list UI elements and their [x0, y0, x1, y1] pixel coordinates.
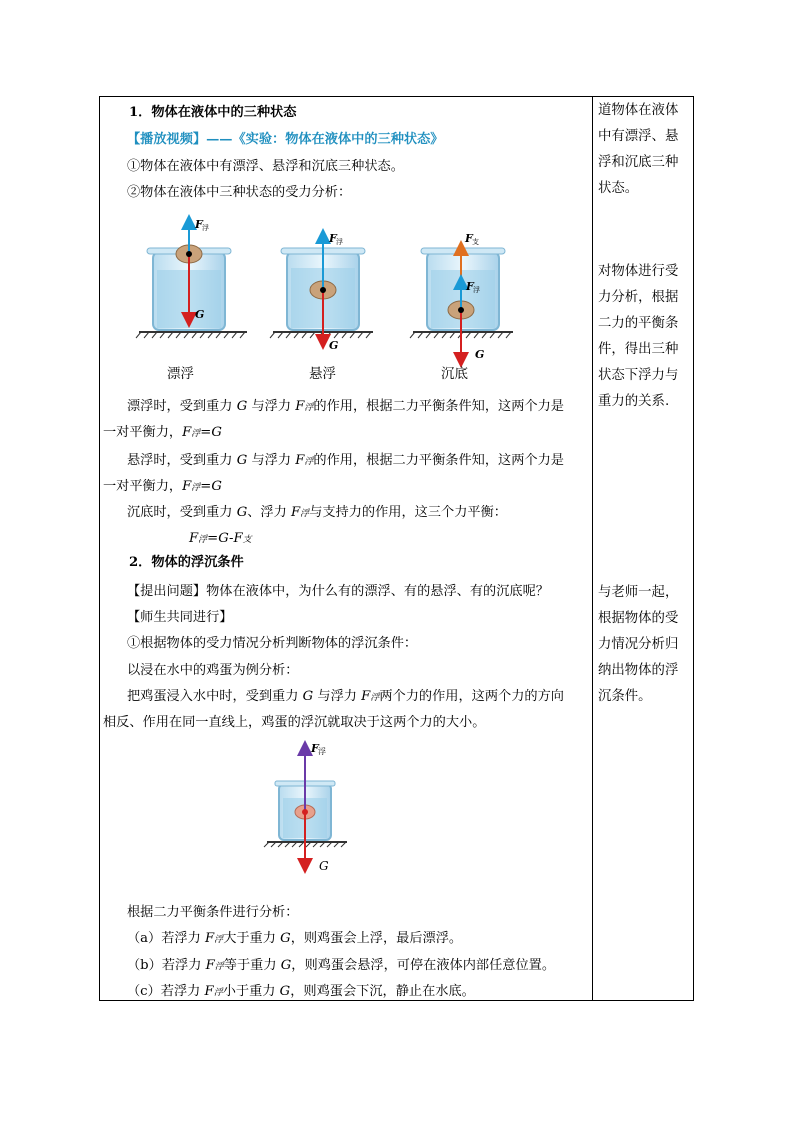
column-divider	[592, 96, 593, 1001]
egg-label-f: F	[311, 742, 319, 755]
side-note-1-line-1: 道物体在液体	[598, 103, 679, 118]
label-f-float-1: F	[195, 218, 203, 231]
caption-suspended: 悬浮	[309, 366, 336, 382]
paragraph-suspended-2: 一对平衡力，F浮=G	[103, 479, 222, 494]
label-sub-support: 支	[472, 238, 479, 246]
side-note-1-line-4: 状态。	[598, 181, 639, 196]
side-note-3-line-3: 力情况分析归	[598, 637, 679, 652]
side-note-2-line-2: 力分析，根据	[598, 290, 679, 305]
side-note-1-line-3: 浮和沉底三种	[598, 155, 679, 170]
paragraph-sinking: 沉底时，受到重力 G、浮力 F浮与支持力的作用，这三个力平衡：	[127, 505, 507, 520]
side-note-3-line-1: 与老师一起，	[598, 585, 679, 600]
beaker-suspended	[270, 232, 373, 352]
label-f-float-2: F	[329, 232, 337, 245]
main-column	[103, 96, 589, 1001]
side-column	[598, 96, 690, 1001]
caption-floating: 漂浮	[167, 366, 194, 382]
video-line: 【播放视频】——《实验：物体在液体中的三种状态》	[127, 132, 444, 147]
case-b: （b）若浮力 F浮等于重力 G，则鸡蛋会悬浮，可停在液体内部任意位置。	[127, 958, 556, 973]
question-line: 【提出问题】物体在液体中，为什么有的漂浮、有的悬浮、有的沉底呢？	[127, 584, 549, 599]
paragraph-floating-2: 一对平衡力，F浮=G	[103, 425, 222, 440]
side-note-3-line-4: 纳出物体的浮	[598, 663, 679, 678]
side-note-3-line-2: 根据物体的受	[598, 611, 679, 626]
side-note-2-line-4: 件，得出三种	[598, 342, 679, 357]
label-sub-2: 浮	[336, 238, 343, 246]
label-f-float-3: F	[466, 280, 474, 293]
egg-label-g: G	[319, 859, 329, 873]
label-f-support: F	[465, 232, 473, 245]
paragraph-egg-3: 相反、作用在同一直线上，鸡蛋的浮沉就取决于这两个力的大小。	[103, 715, 486, 730]
section1-title: 1．物体在液体中的三种状态	[129, 105, 297, 120]
label-g-2: G	[329, 339, 339, 352]
paragraph-egg-2: 把鸡蛋浸入水中时，受到重力 G 与浮力 F浮两个力的作用，这两个力的方向	[127, 689, 564, 704]
side-note-3-line-5: 沉条件。	[598, 689, 652, 704]
label-g-3: G	[475, 348, 485, 361]
paragraph-judge: ①根据物体的受力情况分析判断物体的浮沉条件：	[127, 636, 418, 651]
label-sub-3: 浮	[473, 286, 480, 294]
case-a: （a）若浮力 F浮大于重力 G，则鸡蛋会上浮，最后漂浮。	[127, 931, 463, 946]
paragraph-states: ①物体在液体中有漂浮、悬浮和沉底三种状态。	[127, 159, 404, 174]
paragraph-suspended: 悬浮时，受到重力 G 与浮力 F浮的作用，根据二力平衡条件知，这两个力是	[127, 453, 564, 468]
beaker-floating	[136, 218, 247, 338]
section2-title: 2．物体的浮沉条件	[129, 555, 244, 570]
egg-force-figure	[263, 740, 363, 880]
caption-sinking: 沉底	[441, 366, 468, 382]
equation-sinking: F浮=G-F支	[189, 531, 252, 546]
paragraph-analysis: 根据二力平衡条件进行分析：	[127, 905, 299, 920]
case-c: （c）若浮力 F浮小于重力 G，则鸡蛋会下沉，静止在水底。	[127, 984, 475, 999]
egg-label-sub: 浮	[318, 747, 326, 756]
co-line: 【师生共同进行】	[127, 610, 233, 625]
side-note-2-line-3: 二力的平衡条	[598, 316, 679, 331]
side-note-2-line-5: 状态下浮力与	[598, 368, 679, 383]
three-states-figure	[103, 212, 589, 382]
side-note-2-line-1: 对物体进行受	[598, 264, 679, 279]
side-note-2-line-6: 重力的关系.	[598, 394, 670, 409]
beaker-sinking	[410, 232, 513, 361]
paragraph-force-analysis: ②物体在液体中三种状态的受力分析：	[127, 185, 352, 200]
side-note-1-line-2: 中有漂浮、悬	[598, 129, 679, 144]
paragraph-egg: 以浸在水中的鸡蛋为例分析：	[127, 663, 299, 678]
label-g-1: G	[195, 308, 205, 321]
paragraph-floating: 漂浮时，受到重力 G 与浮力 F浮的作用，根据二力平衡条件知，这两个力是	[127, 399, 564, 414]
label-sub-1: 浮	[202, 224, 209, 232]
